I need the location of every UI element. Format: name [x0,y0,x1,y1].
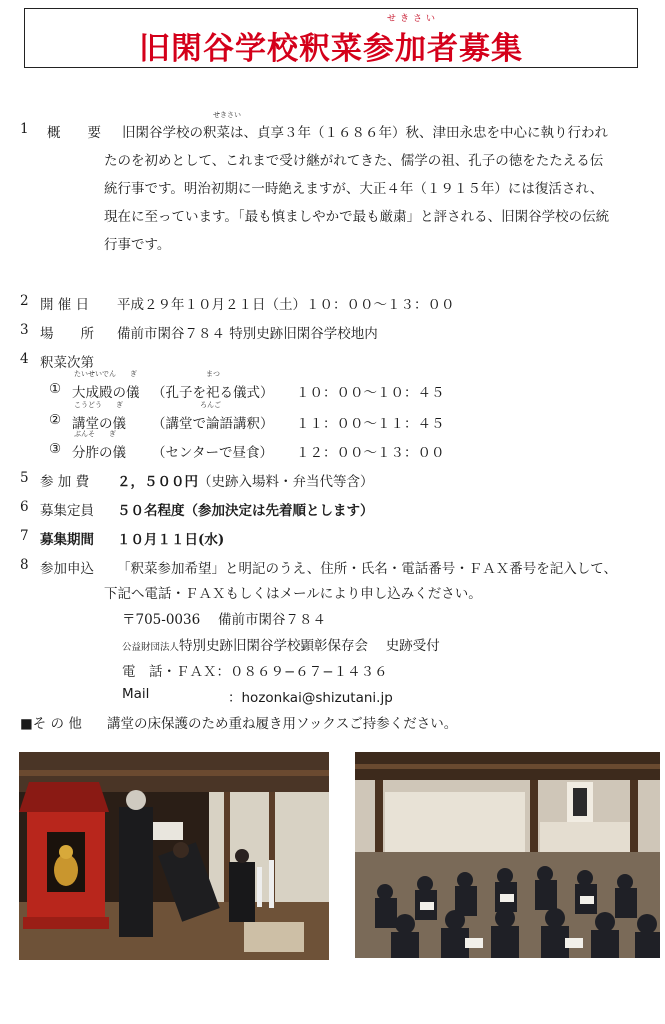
page-title: 旧閑谷学校釈菜参加者募集 [139,31,523,67]
overview-label: 概 要 [47,125,101,141]
program-item-desc: （センターで昼食） [152,445,273,461]
program-item-desc-ruby: ろんご [200,401,221,409]
venue-value: 備前市閑谷７８４ 特別史跡旧閑谷学校地内 [117,326,378,342]
overview-line: たのを初めとして、これまで受け継がれてきた、儒学の祖、孔子の徳をたたえる伝 [104,153,604,169]
fee-note: （史跡入場料・弁当代等含） [198,474,374,490]
organization-type: 公益財団法人 [122,642,180,653]
mail-address[interactable]: ：hozonkai@shizutani.jp [228,690,393,706]
overview-line: 現在に至っています。「最も慎ましやかで最も厳粛」と評される、旧閑谷学校の伝統 [104,209,610,225]
overview-num: 1 [20,121,29,137]
postal-address: 〒705-0036 備前市閑谷７８４ [122,612,326,628]
program-item-time: １０：００〜１０：４５ [296,385,445,401]
program-item-ruby: たいせいでん ぎ [74,370,137,378]
mail-label: Mail [122,686,150,702]
capacity-num: 6 [20,499,29,515]
program-item-mark: ③ [49,441,62,457]
program-label: 釈菜次第 [40,355,94,371]
fee-num: 5 [20,470,29,486]
date-num: 2 [20,293,29,309]
program-item-ruby: こうどう ぎ [74,401,123,409]
date-label: 開 催 日 [40,297,90,313]
overview-line: 旧閑谷学校の釈菜は、貞享３年（１６８６年）秋、津田永忠を中心に執り行われ [122,125,608,141]
program-num: 4 [20,351,29,367]
organization-name: 特別史跡旧閑谷学校顕彰保存会 史跡受付 [179,638,440,654]
other-label: ■そ の 他 [20,716,82,732]
deadline-value: １０月１１日(水) [117,532,225,548]
ceremony-photo [19,752,329,960]
overview-line: 行事です。 [104,237,171,253]
deadline-label: 募集期間 [40,532,94,548]
capacity-label: 募集定員 [40,503,94,519]
program-item-name: 講堂の儀 [72,416,126,432]
capacity-value: ５０名程度（参加決定は先着順とします） [117,503,374,519]
title-box [24,8,638,68]
date-value: 平成２９年１０月２１日（土）１０：００〜１３：００ [117,297,455,313]
program-item-ruby: ぶんそ ぎ [74,430,116,438]
program-item-name: 分胙の儀 [72,445,126,461]
tel-fax: 電 話・ＦＡＸ：０８６９−６７−１４３６ [122,664,388,680]
deadline-num: 7 [20,528,29,544]
program-item-desc-ruby: まつ [206,370,220,378]
application-line: 下記へ電話・ＦＡＸもしくはメールにより申し込みください。 [104,586,482,602]
overview-line: 統行事です。明治初期に一時絶えますが、大正４年（１９１５年）には復活され、 [104,181,604,197]
application-num: 8 [20,557,29,573]
program-item-desc: （孔子を祀る儀式） [152,385,274,401]
fee-label: 参 加 費 [40,474,90,490]
program-item-time: １１：００〜１１：４５ [296,416,445,432]
fee-value: ２，５００円 [117,474,198,490]
application-line: 「釈菜参加希望」と明記のうえ、住所・氏名・電話番号・ＦＡＸ番号を記入して、 [117,561,618,577]
overview-ruby: せきさい [213,111,241,119]
application-label: 参加申込 [40,561,94,577]
program-item-mark: ① [49,381,62,397]
venue-num: 3 [20,322,29,338]
lecture-hall-photo [355,752,660,958]
organization [122,634,440,654]
other-value: 講堂の床保護のため重ね履き用ソックスご持参ください。 [107,716,458,732]
venue-label: 場 所 [40,326,94,342]
program-item-time: １２：００〜１３：００ [296,445,445,461]
title-ruby: せきさい [387,14,440,24]
program-item-mark: ② [49,412,62,428]
program-item-name: 大成殿の儀 [72,385,140,401]
program-item-desc: （講堂で論語講釈） [152,416,274,432]
